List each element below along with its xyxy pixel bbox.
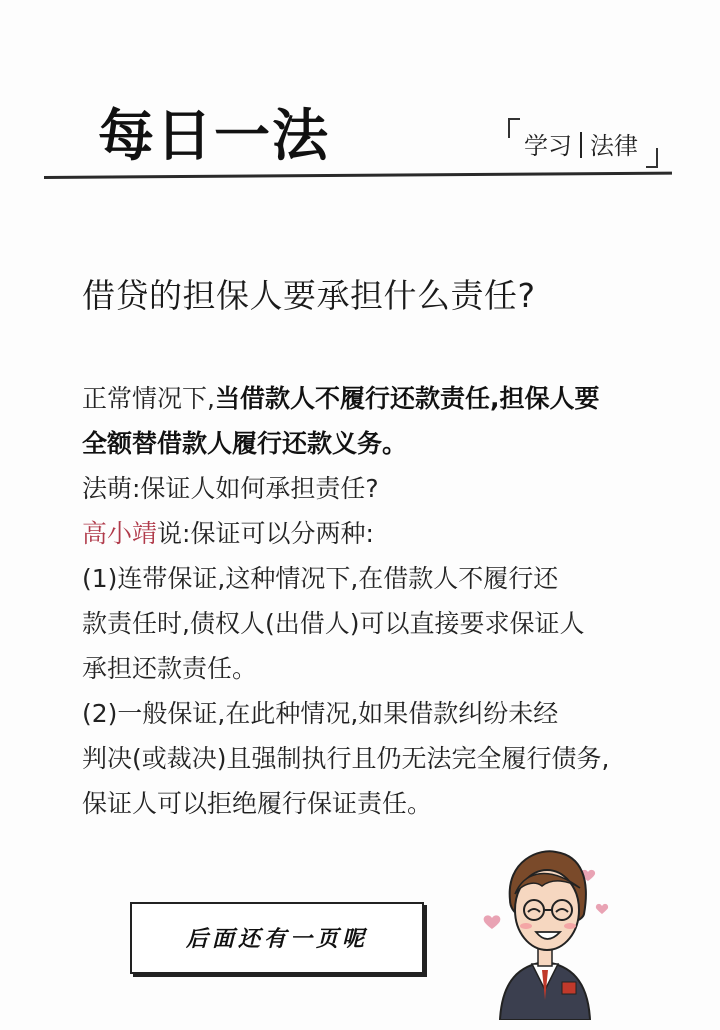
bracket-close-icon (646, 148, 658, 168)
page-title: 每日一法 (98, 104, 330, 169)
paragraph-4-line-3: 承担还款责任。 (82, 654, 258, 683)
paragraph-5-line-3: 保证人可以拒绝履行保证责任。 (82, 789, 433, 818)
paragraph-4-line-1: (1)连带保证,这种情况下,在借款人不履行还 (82, 564, 559, 593)
category-tag-text (524, 126, 638, 161)
lawyer-avatar-icon (470, 840, 620, 1020)
paragraph-5-line-1: (2)一般保证,在此种情况,如果借款纠纷未经 (82, 699, 559, 728)
paragraph-1-cont (82, 421, 692, 466)
p1-normal: 正常情况下, (82, 384, 215, 413)
speaker-name: 高小靖 (82, 519, 158, 548)
question-heading: 借贷的担保人要承担什么责任? (82, 276, 536, 315)
category-tag (508, 118, 658, 168)
next-page-box (130, 902, 424, 974)
p1-bold-b: 全额替借款人履行还款义务。 (82, 429, 408, 458)
paragraph-4-line-2: 款责任时,债权人(出借人)可以直接要求保证人 (82, 609, 585, 638)
tag-law: 法律 (590, 132, 638, 160)
article-body (82, 376, 692, 826)
p1-bold-a: 当借款人不履行还款责任,担保人要 (214, 384, 600, 413)
paragraph-2: 法萌:保证人如何承担责任? (82, 474, 379, 503)
header-divider (44, 172, 672, 179)
p3-rest: 说:保证可以分两种: (157, 519, 374, 548)
next-page-label: 后面还有一页呢 (185, 926, 368, 952)
tag-study: 学习 (524, 132, 572, 160)
bracket-open-icon (508, 118, 520, 138)
paragraph-1 (82, 376, 692, 421)
tag-separator (580, 132, 582, 158)
paragraph-3 (82, 511, 692, 556)
paragraph-5-line-2: 判决(或裁决)且强制执行且仍无法完全履行债务, (82, 744, 610, 773)
